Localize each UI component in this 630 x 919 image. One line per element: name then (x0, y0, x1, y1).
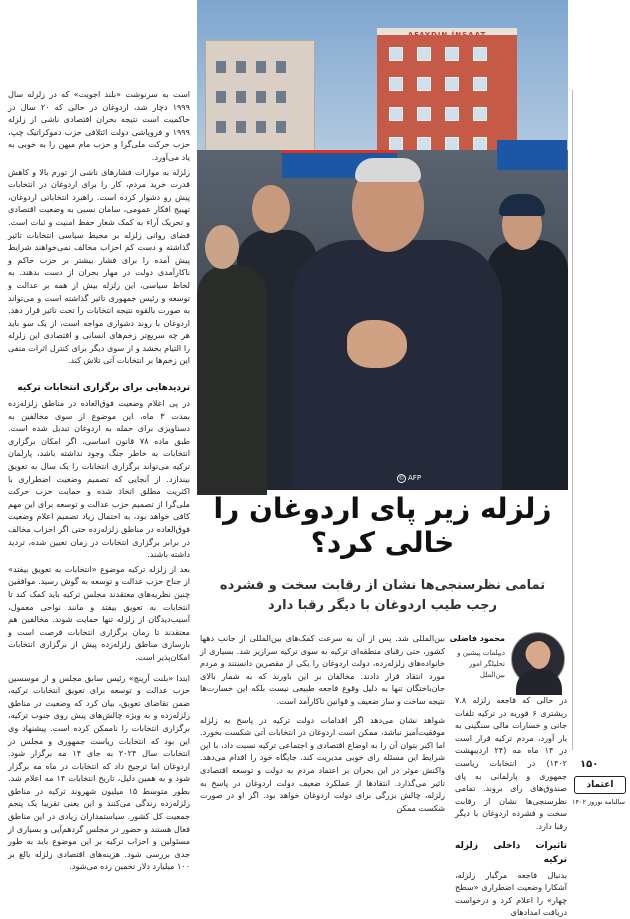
etemad-logo: اعتماد (574, 776, 626, 794)
left-paragraph-5: ابتدا «بلنت آرینچ» رئیس سابق مجلس و از موسسین حزب عدالت و توسعه برای تعویق انتخابات ترکیه، ضمن تقاضای تعویق، بیان کرد که وضعیت در مناطق زلزله‌زده و به ویژه چالش‌های پیش روی جنوب ترکیه، برگزاری انتخابات را ناممکن کرده است. پیشنهاد وی این بود که انتخابات ریاست جمهوری و مجلس در انتخابات سال ۲۰۲۴ به جای ۱۴ مه برگزار شود. اردوغان اما ترجیح داد که انتخابات در ماه مه برگزار شود و به همین دلیل، تاریخ انتخابات ۱۴ مه اعلام شد. بطور متوسط ۱۵ میلیون شهروند ترکیه در مناطق زلزله‌زده زندگی می‌کنند و این یعنی تقریبا یک پنجم جمعیت کل کشور. سیاستمداران زیادی در این مناطق فعال هستند و حضور در مجلس گردهم‌آیی و بسیاری از مسئولین و احزاب ترکیه بر این موضوع باید به طور جدی بررسی شود. هزینه‌های اقتصادی زلزله بالغ بر ۱۰۰ میلیارد دلار تخمین زده می‌شود. (8, 672, 190, 872)
left-paragraph-1: است به سرنوشت «بلند اجویت» که در زلزله سال ۱۹۹۹ دچار شد، اردوغان در حالی که ۲۰ سال در حاکمیت است نتیجه بحران اقتصادی ناشی از زلزله ۱۹۹۹ و فروپاشی دولت ائتلافی حزب دموکراتیک چپ، حزب حرکت ملی‌گرا و حزب مام میهن را به خوبی به یاد می‌آورد. (8, 89, 190, 162)
author-portrait (511, 632, 565, 686)
hand-on-chest (347, 320, 407, 368)
page-number: ۱۵۰ (580, 759, 599, 770)
left-text-column (8, 88, 191, 872)
issue-label: سالنامه نوروز ۱۴۰۲ (572, 798, 626, 806)
subtitle-line-2: رجب طیب اردوغان با دیگر رقبا دارد (267, 598, 498, 613)
author-role: دیپلمات پیشین و تحلیلگر امور بین‌الملل (457, 649, 505, 679)
headline-line-2: خالی کرد؟ (310, 526, 455, 559)
erdogan-photo (197, 0, 568, 490)
right-margin-rule (572, 90, 573, 750)
subtitle-line-1: تمامی نظرسنجی‌ها نشان از رقابت سخت و فشرده (219, 578, 546, 593)
photo-credit: © AFP (398, 474, 422, 482)
right-text-column (455, 694, 567, 918)
headline-line-1: زلزله زیر پای اردوغان را (213, 492, 552, 525)
middle-paragraph-2: شواهد نشان می‌دهد اگر اقدامات دولت ترکیه در پاسخ به زلزله موفقیت‌آمیز نباشد، ممکن است اردوغان در انتخابات آتی شکست بخورد. اما اکبر بتوان آن را به اوضاع اقتصادی و اجتماعی ترکیه نسبت داد، با این شرایط این مسئله رای خوبی مدیریت کند. جایگاه خود را اقدام می‌دهد. واکنش موثر در این بحران بر اعتماد مردم به دولت و توسعه اقتصادی تاثیر می‌گذارد. انتقادها از عملکرد ضعیف دولت اردوغان در پاسخ به زلزله، چالش بزرگی برای دولت اردوغان خواهد بود. اگر او در صورت شکست ممکن (200, 714, 445, 813)
middle-paragraph-1: بین‌المللی شد. پس از آن به سرعت کمک‌های بین‌المللی از جانب دهها کشور، حتی رقبای منطقه‌ای ترکیه به سوی ترکیه سرازیر شد. بسیاری از خانواده‌های زلزله‌زده، دولت اردوغان را یکی از مقصرین دانستند و مردم مورد انتقاد قرار دادند. مخالفان بر این باورند که به شمار بالای جان‌باختگان تنها به دلیل وقوع فاجعه طبیعی نیست بلکه این خسارت‌ها نتیجه ساخت و ساز ضعیف و قوانین ناکارآمد است. (200, 633, 445, 706)
right-paragraph-1: در حالی که فاجعه زلزله ۷.۸ ریشتری ۶ فوریه در ترکیه تلفات جانی و خسارات مالی سنگینی به بار آورد، مردم ترکیه قرار است در ۱۴ ماه مه (۲۴ اردیبهشت ۱۴۰۲) در انتخابات ریاست جمهوری و پارلمانی به پای صندوق‌های رای بروند. تمامی نظرسنجی‌ها نشان از رقابت سخت و فشرده اردوغان با دیگر رقبا دارد. (455, 695, 567, 831)
left-paragraph-4: بعد از زلزله ترکیه موضوع «انتخابات به تعویق بیفتد» از جناح حزب عدالت و توسعه به گوش رسید. موافقین چنین نظریه‌های معتقدند مجلس ترکیه باید کمک کند تا انتخابات به تعویق بیفتد و مانند نواحی معمول، آسیب‌دیدگان از زلزله تنها حمایت شوند. مخالفین هم معتقدند تا زمان برگزاری انتخابات فرصت است و بازسازی مناطق زلزله‌زده پیش از برگزاری انتخابات امکان‌پذیر است. (8, 563, 190, 662)
author-name: محمود فاضلی (449, 634, 505, 643)
article-subtitle (200, 576, 565, 616)
middle-text-column (200, 632, 445, 818)
beanie-icon (499, 194, 545, 216)
left-paragraph-2: زلزله به موازات فشارهای ناشی از تورم بالا و کاهش قدرت خرید مردم، کار را برای اردوغان در انتخابات پیش رو دشوار کرده است. راهبرد انتخاباتی اردوغان، تهییج افکار عمومی، سامان نسبی به وضعیت اقتصادی و تحریک آراء به کمک شعار حفظ امنیت و ثبات است. فضای روانی زلزله بر محیط سیاسی انتخابات تاثیر گذاشته و دست کم احزاب مخالف نمی‌خواهند شرایط پیش آمده را برای فشار بیشتر بر حزب حاکم و ناکارآمدی دولت در مهار بحران از دست بدهند. به لحاظ سیاسی، این زلزله بیش از همه بر عدالت و توسعه و رئیس جمهوری تاثیر گذاشته است و می‌تواند به صورت بالقوه نتیجه انتخابات را تحت تاثیر قرار دهد. اردوغان با روند دشواری مواجه است، از یک سو باید هر چه سریع‌تر زخم‌های انسانی و اقتصادی این زلزله را التیام بخشد و از سوی دیگر برای کنترل اثرات منفی این زخم‌ها بر انتخابات آتی تلاش کند. (8, 166, 190, 366)
section-heading-election-doubts: تردیدهایی برای برگزاری انتخابات ترکیه (17, 383, 190, 394)
article-headline (200, 492, 565, 560)
right-paragraph-2: بدنبال فاجعه مرگبار زلزله، آشکارا وضعیت اضطراری «سطح چهار» را اعلام کرد و درخواست دریافت امدادهای (455, 869, 567, 918)
erdogan-figure (292, 240, 502, 490)
author-block (449, 632, 567, 690)
photo-blue-sign-right (497, 140, 567, 170)
section-heading-domestic-effects: تاثیرات داخلی زلزله ترکیه (455, 840, 567, 865)
left-paragraph-3: در پی اعلام وضعیت فوق‌العاده در مناطق زلزله‌زده بمدت ۳ ماه، این موضوع از سوی مخالفین به دستاویزی برای حمله به اردوغان تبدیل شده است. طبق ماده ۷۸ قانون اساسی، اگر امکان برگزاری انتخابات به خاطر جنگ وجود نداشته باشد، پارلمان ترکیه می‌تواند برگزاری انتخابات را یک سال به تعویق بیندازد. از آنجایی که تصمیم وضعیت اضطراری با اکثریت مطلق اتخاذ شده و حمایت حزب حرکت ملی‌گرا از تصمیم حزب عدالت و توسعه برای این مهم کافی خواهد بود، به احتمال زیاد تصمیم اعلام وضعیت فوق‌العاده در مناطق زلزله‌زده حتی اگر احزاب مخالف در برابر برگزاری انتخابات در زمان تعیین شده، تردید داشته باشند. (8, 398, 191, 560)
